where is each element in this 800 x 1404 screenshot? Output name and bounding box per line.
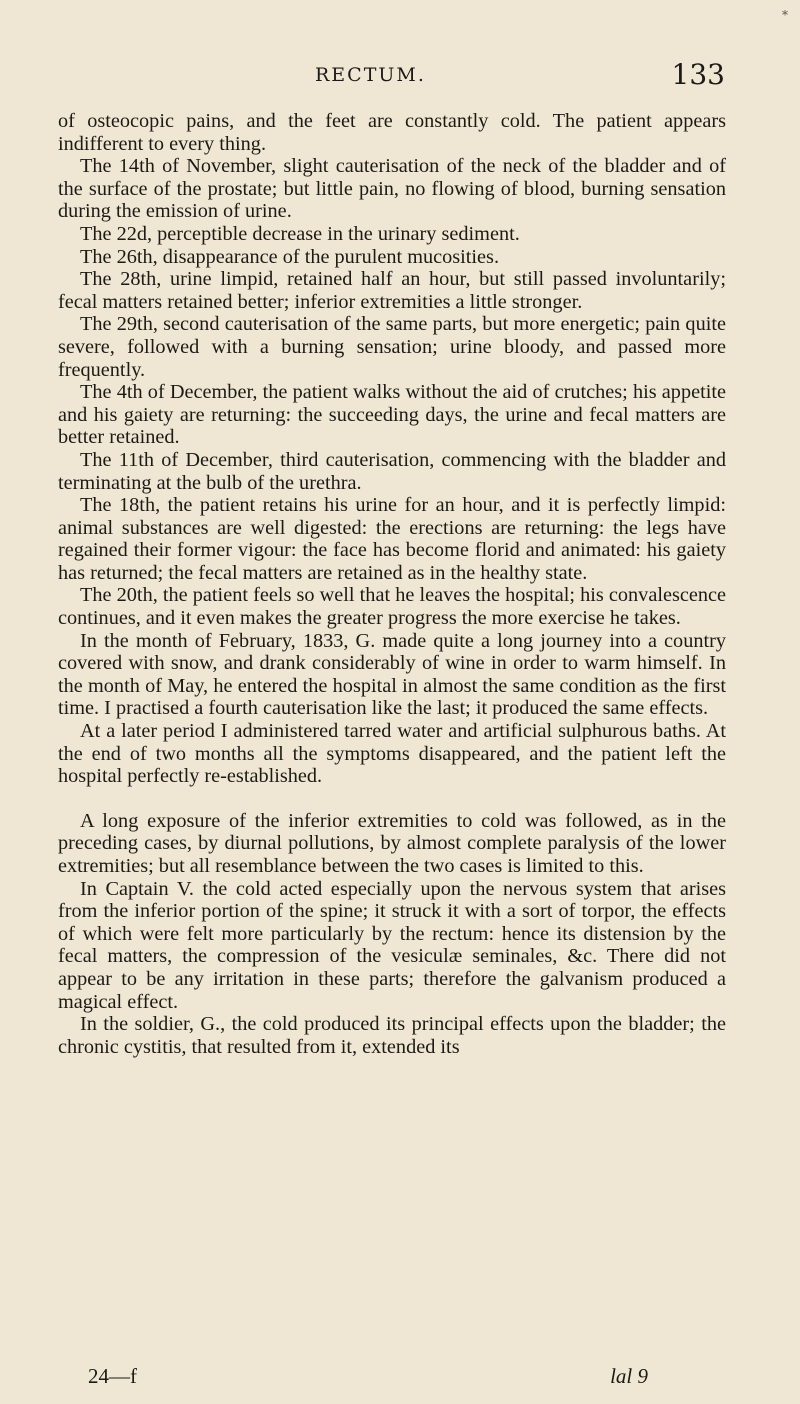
body-text xyxy=(58,110,726,1058)
signature-mark: 24—f xyxy=(88,1364,137,1388)
paragraph: The 22d, perceptible decrease in the urinary sediment. xyxy=(80,222,520,245)
paragraph: The 11th of December, third cauterisation, commencing with the bladder and terminating at the bulb of the urethra. xyxy=(58,448,726,494)
paragraph: At a later period I administered tarred water and artificial sulphurous baths. At the end of two months all the symptoms disappeared, and the patient left the hospital perfectly re-established. xyxy=(58,720,726,788)
paragraph: In Captain V. the cold acted especially upon the nervous system that arises from the inferior portion of the spine; it struck it with a sort of torpor, the effects of which were felt more particularly by the rectum: hence its distension by the fecal matters, the compression of the vesiculæ seminales, &c. There did not appear to be any irritation in these parts; therefore the galvanism produced a magical effect. xyxy=(58,877,726,1013)
corner-mark: * xyxy=(782,8,788,22)
running-head: RECTUM. xyxy=(315,64,426,86)
paragraph: A long exposure of the inferior extremities to cold was followed, as in the preceding cases, by diurnal pollutions, by almost complete paralysis of the lower extremities; but all resemblance between the two cases is limited to this. xyxy=(58,809,726,877)
paragraph: of osteocopic pains, and the feet are constantly cold. The patient appears indifferent to every thing. xyxy=(58,110,726,155)
paragraph: The 28th, urine limpid, retained half an hour, but still passed involuntarily; fecal matters retained better; inferior extremities a little stronger. xyxy=(58,268,726,313)
paragraph: In the soldier, G., the cold produced its principal effects upon the bladder; the chronic cystitis, that resulted from it, extended its xyxy=(58,1013,726,1058)
paragraph: The 29th, second cauterisation of the same parts, but more energetic; pain quite severe, followed with a burning sensation; urine bloody, and passed more frequently. xyxy=(58,313,726,381)
paragraph: The 20th, the patient feels so well that he leaves the hospital; his convalescence continues, and it even makes the greater progress the more exercise he takes. xyxy=(58,584,726,630)
paragraph: The 14th of November, slight cauterisation of the neck of the bladder and of the surface of the prostate; but little pain, no flowing of blood, burning sensation during the emission of urine. xyxy=(58,155,726,223)
paragraph: In the month of February, 1833, G. made quite a long journey into a country covered with snow, and drank considerably of wine in order to warm himself. In the month of May, he entered the hospital in almost the same condition as the first time. I practised a fourth cauterisation like the last; it produced the same effects. xyxy=(58,629,726,720)
page-header xyxy=(65,58,725,98)
page-number: 133 xyxy=(671,58,725,91)
paragraph: The 26th, disappearance of the purulent mucosities. xyxy=(80,245,500,268)
paragraph: The 4th of December, the patient walks without the aid of crutches; his appetite and his gaiety are returning: the succeeding days, the urine and fecal matters are better retained. xyxy=(58,381,726,449)
paragraph: The 18th, the patient retains his urine for an hour, and it is perfectly limpid: animal substances are well digested: the erections are returning: the legs have regained their former vigour: the face has become florid and animated: his gaiety has returned; the fecal matters are retained as in the healthy state. xyxy=(58,494,726,584)
catchword: lal 9 xyxy=(610,1364,648,1388)
